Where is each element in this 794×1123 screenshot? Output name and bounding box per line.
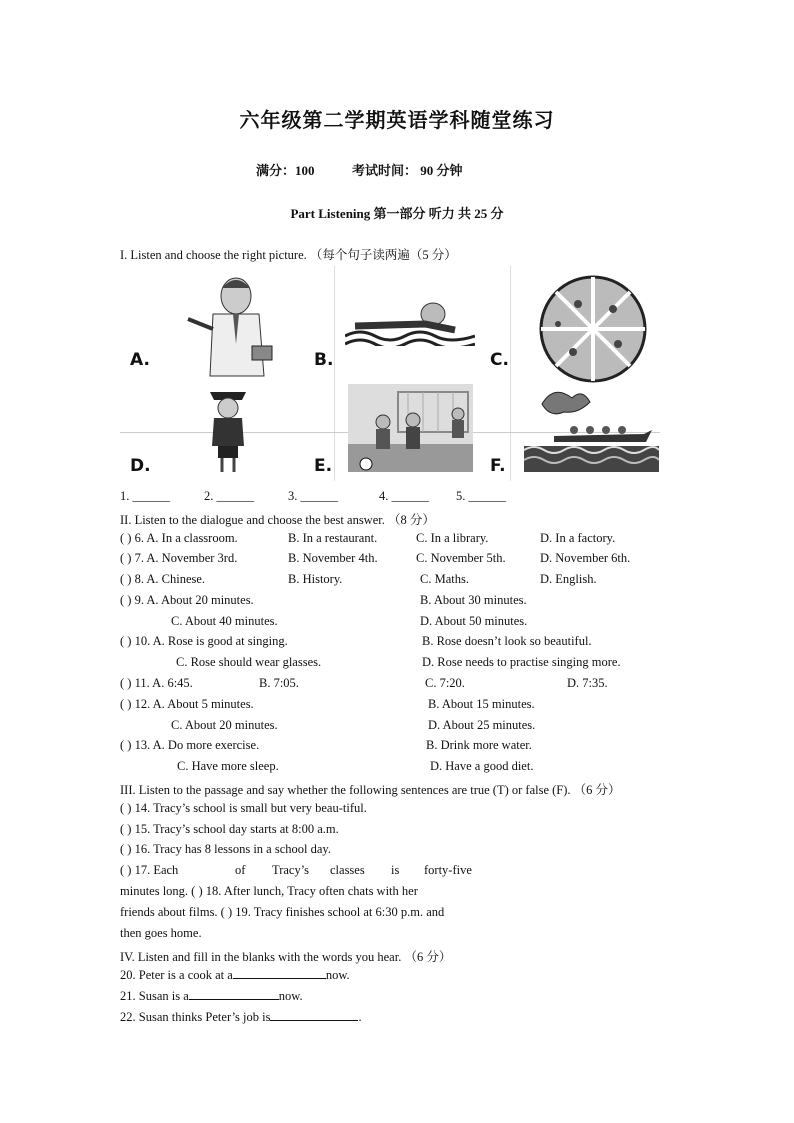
doctor-picture [178, 274, 278, 379]
football-picture [348, 384, 473, 472]
part-title: Part Listening 第一部分 听力 共 25 分 [290, 206, 504, 221]
exam-time: 考试时间： 90 分钟 [352, 163, 463, 178]
question-13: ( ) 13. A. Do more exercise. [120, 738, 260, 752]
option-b: B. Drink more water. [426, 738, 532, 752]
answer-blank-3[interactable]: 3. ______ [288, 489, 338, 503]
option-c: C. In a library. [416, 531, 489, 545]
question-22-end: . [358, 1010, 362, 1024]
answer-blank-5[interactable]: 5. ______ [456, 489, 506, 503]
question-7: ( ) 7. A. November 3rd. [120, 551, 238, 565]
option-b: B. In a restaurant. [288, 531, 378, 545]
question-19-line: friends about films. ( ) 19. Tracy finishes school at 6:30 p.m. and [120, 905, 445, 919]
picture-label: E. [314, 456, 333, 476]
question-18-line: minutes long. ( ) 18. After lunch, Tracy often chats with her [120, 884, 418, 898]
picture-label: B. [314, 350, 334, 370]
question-9: ( ) 9. A. About 20 minutes. [120, 593, 254, 607]
option-b: B. About 15 minutes. [428, 697, 535, 711]
option-b: B. History. [288, 572, 343, 586]
question-20 [120, 967, 350, 983]
option-d: D. 7:35. [567, 676, 608, 690]
question-21-end: now. [278, 989, 303, 1003]
option-d: D. Have a good diet. [430, 759, 534, 773]
option-b: B. 7:05. [259, 676, 299, 690]
question-6: ( ) 6. A. In a classroom. [120, 531, 238, 545]
picture-label: A. [130, 350, 150, 370]
grid-divider [334, 266, 335, 481]
option-d: D. About 25 minutes. [428, 718, 536, 732]
option-d: D. In a factory. [540, 531, 616, 545]
section4-heading: IV. Listen and fill in the blanks with the words you hear. （6 分） [120, 950, 452, 964]
option-c: C. About 40 minutes. [171, 614, 278, 628]
option-d: D. English. [540, 572, 597, 586]
option-d: D. Rose needs to practise singing more. [422, 655, 621, 669]
answer-blank-4[interactable]: 4. ______ [379, 489, 429, 503]
question-17-word: is [391, 863, 400, 877]
question-17: ( ) 17. Each [120, 863, 179, 877]
option-d: D. November 6th. [540, 551, 631, 565]
policewoman-picture [198, 384, 258, 474]
option-c: C. About 20 minutes. [171, 718, 278, 732]
question-8: ( ) 8. A. Chinese. [120, 572, 206, 586]
picture-label: D. [130, 456, 151, 476]
full-marks: 满分：100 [256, 163, 315, 178]
picture-label: C. [490, 350, 509, 370]
option-b: B. November 4th. [288, 551, 378, 565]
option-c: C. Maths. [420, 572, 469, 586]
question-20-end: now. [325, 968, 350, 982]
option-c: C. Rose should wear glasses. [176, 655, 322, 669]
option-b: B. About 30 minutes. [420, 593, 527, 607]
option-b: B. Rose doesn’t look so beautiful. [422, 634, 592, 648]
question-19-end: then goes home. [120, 926, 202, 940]
question-17-word: of [235, 863, 246, 877]
swimmer-picture [345, 296, 475, 346]
option-c: C. Have more sleep. [177, 759, 279, 773]
option-c: C. 7:20. [425, 676, 465, 690]
question-21 [120, 988, 303, 1004]
question-22-text: 22. Susan thinks Peter’s job is [120, 1010, 271, 1024]
picture-grid [120, 266, 660, 486]
question-20-text: 20. Peter is a cook at a [120, 968, 233, 982]
question-14: ( ) 14. Tracy’s school is small but very beau-tiful. [120, 801, 367, 815]
page-title: 六年级第二学期英语学科随堂练习 [239, 110, 555, 132]
question-10: ( ) 10. A. Rose is good at singing. [120, 634, 288, 648]
option-d: D. About 50 minutes. [420, 614, 528, 628]
question-15: ( ) 15. Tracy’s school day starts at 8:00 a.m. [120, 822, 339, 836]
question-12: ( ) 12. A. About 5 minutes. [120, 697, 254, 711]
section2-heading: II. Listen to the dialogue and choose the best answer. （8 分） [120, 513, 435, 527]
section1-heading: I. Listen and choose the right picture. （每个句子读两遍（5 分） [120, 248, 457, 262]
section3-heading: III. Listen to the passage and say whether the following sentences are true (T) or false (F). （6 分） [120, 783, 621, 797]
question-17-word: classes [330, 863, 365, 877]
option-c: C. November 5th. [416, 551, 506, 565]
picture-label: F. [490, 456, 506, 476]
fill-blank-20[interactable] [233, 967, 326, 979]
question-16: ( ) 16. Tracy has 8 lessons in a school day. [120, 842, 331, 856]
question-17-word: forty-five [424, 863, 472, 877]
question-22 [120, 1009, 362, 1025]
fill-blank-22[interactable] [270, 1009, 358, 1021]
question-17-word: Tracy’s [272, 863, 310, 877]
grid-divider [510, 266, 511, 481]
dragon-boat-picture [524, 384, 659, 472]
question-11: ( ) 11. A. 6:45. [120, 676, 193, 690]
answer-blank-1[interactable]: 1. ______ [120, 489, 170, 503]
answer-blank-2[interactable]: 2. ______ [204, 489, 254, 503]
fill-blank-21[interactable] [189, 988, 279, 1000]
pizza-picture [528, 274, 658, 384]
question-21-text: 21. Susan is a [120, 989, 189, 1003]
